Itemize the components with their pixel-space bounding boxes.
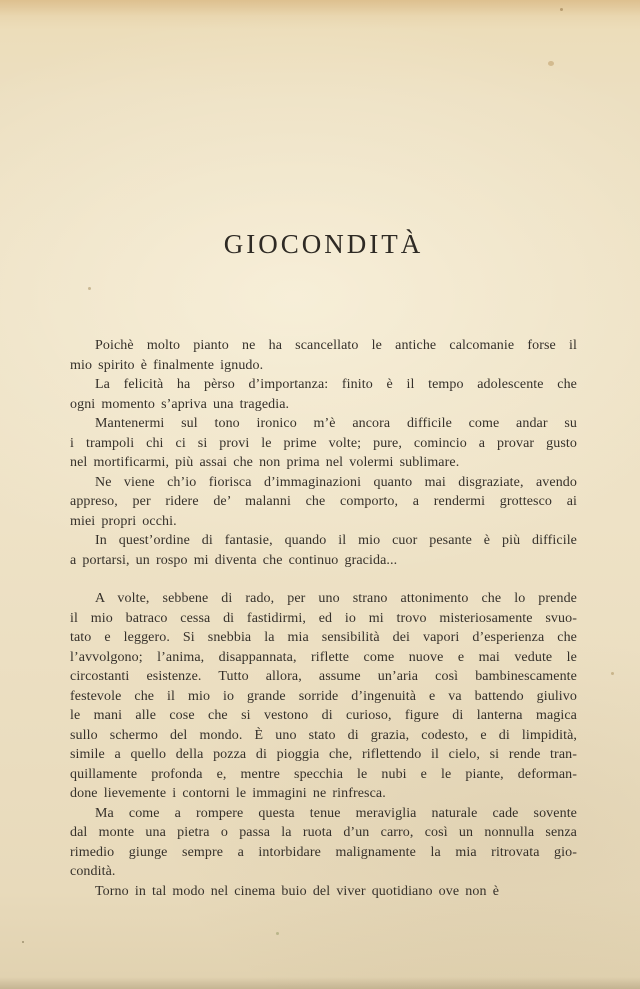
paragraph — [70, 336, 577, 375]
text-line: tato e leggero. Si snebbia la mia sensibilità dei vapori d’esperienza che — [70, 630, 577, 645]
paragraph — [70, 589, 577, 804]
text-line: sullo schermo del mondo. È uno stato di grazia, codesto, e di limpidità, — [70, 727, 577, 743]
paragraph — [70, 531, 577, 570]
paper-speck — [548, 61, 554, 66]
text-line: miei propri occhi. — [70, 513, 177, 529]
paragraph — [70, 882, 577, 902]
text-line: quillamente profonda e, mentre specchia le nubi e le piante, deforman- — [70, 766, 577, 782]
text-section-2 — [70, 589, 577, 901]
paragraph — [70, 804, 577, 882]
text-line: done lievemente i contorni le immagini ne rinfresca. — [70, 786, 386, 801]
text-line: nel mortificarmi, più assai che non prima nel volermi sublimare. — [70, 455, 460, 470]
text-line: rimedio giunge sempre a intorbidare malignamente la mia ritrovata gio- — [70, 844, 577, 860]
text-line: festevole che il mio io grande sorride d’ingenuità e va battendo giulivo — [70, 688, 577, 704]
paragraph — [70, 375, 577, 414]
paper-speck — [611, 672, 614, 675]
paper-speck — [88, 287, 91, 290]
page-top-shadow — [0, 0, 640, 16]
text-line: i trampoli chi ci si provi le prime volte; pure, comincio a provar gusto — [70, 435, 577, 451]
text-line: Mantenermi sul tono ironico m’è ancora difficile come andar su — [95, 416, 577, 431]
paper-speck — [560, 8, 563, 11]
chapter-title: GIOCONDITÀ — [223, 229, 424, 259]
text-line: mio spirito è finalmente ignudo. — [70, 357, 264, 373]
text-line: La felicità ha pèrso d’importanza: finito è il tempo adolescente che — [95, 377, 577, 392]
page-bottom-shadow — [0, 977, 640, 989]
text-line: In quest’ordine di fantasie, quando il mio cuor pesante è più difficile — [95, 533, 577, 548]
text-line: l’avvolgono; l’anima, disappannata, riflette come nuove e mai vedute le — [70, 649, 577, 665]
paragraph — [70, 414, 577, 473]
text-line: Torno in tal modo nel cinema buio del viver quotidiano ove non è — [95, 883, 500, 899]
text-section-1 — [70, 336, 577, 570]
text-line: circostanti esistenze. Tutto allora, assume un’aria così bambinescamente — [70, 669, 577, 684]
text-line: simile a quello della pozza di pioggia che, riflettendo il cielo, si rende tran- — [70, 747, 577, 762]
text-line: le mani alle cose che si vestono di curioso, figure di lanterna magica — [70, 708, 577, 723]
text-line: il mio batraco cessa di fastidirmi, ed io mi trovo misteriosamente svuo- — [70, 610, 577, 626]
text-line: Ma come a rompere questa tenue meraviglia naturale cade sovente — [95, 805, 577, 821]
text-line: a portarsi, un rospo mi diventa che continuo gracida... — [70, 552, 398, 568]
text-line: dal monte una pietra o passa la ruota d’un carro, così un nonnulla senza — [70, 825, 577, 840]
text-line: ogni momento s’apriva una tragedia. — [70, 396, 290, 412]
paper-speck — [276, 932, 279, 935]
text-line: A volte, sebbene di rado, per uno strano attonimento che lo prende — [95, 591, 577, 606]
text-line: Poichè molto pianto ne ha scancellato le antiche calcomanie forse il — [95, 338, 577, 353]
text-line: appreso, per ridere de’ malanni che comporto, a rendermi grottesco ai — [70, 494, 577, 509]
text-line: condità. — [70, 864, 116, 879]
text-line: Ne viene ch’io fiorisca d’immaginazioni quanto mai disgraziate, avendo — [95, 474, 577, 490]
paper-speck — [22, 941, 24, 943]
page-body — [70, 336, 577, 901]
paragraph — [70, 473, 577, 532]
